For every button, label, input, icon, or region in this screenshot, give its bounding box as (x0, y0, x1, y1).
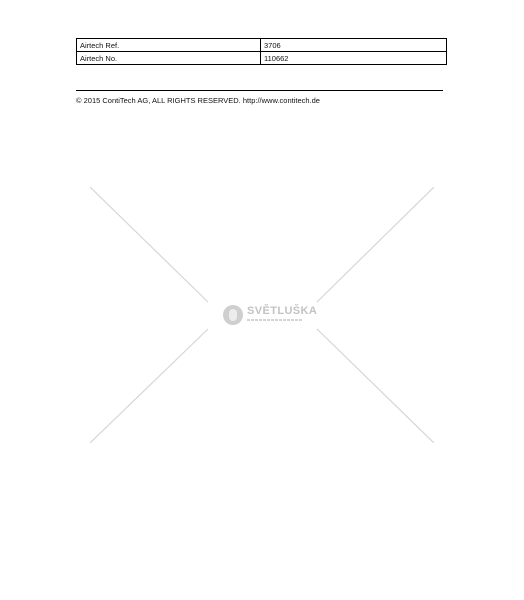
row-label: Airtech Ref. (77, 39, 261, 52)
row-value: 110662 (261, 52, 447, 65)
watermark-wordmark: SVĚTLUŠKA (247, 305, 318, 317)
table-row (77, 52, 447, 65)
watermark-logo (223, 304, 318, 330)
row-value: 3706 (261, 39, 447, 52)
table-row (77, 39, 447, 52)
spec-table (76, 38, 447, 65)
copyright-notice: © 2015 ContiTech AG, ALL RIGHTS RESERVED. http://www.contitech.de (76, 96, 320, 105)
watermark-tagline (247, 319, 303, 321)
footer-divider (76, 90, 443, 91)
firefly-icon (223, 305, 243, 325)
row-label: Airtech No. (77, 52, 261, 65)
